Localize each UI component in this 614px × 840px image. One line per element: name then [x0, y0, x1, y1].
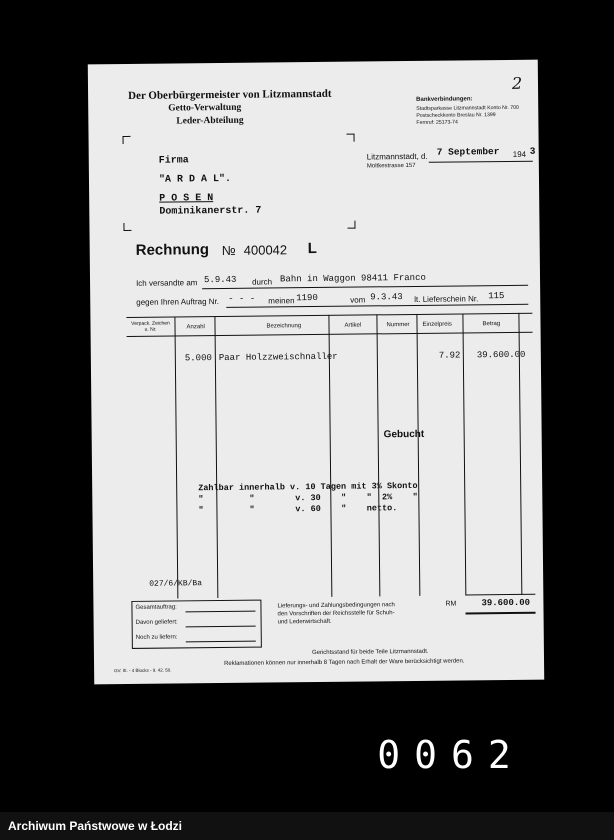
date-year-suffix: 3	[529, 145, 536, 157]
col-rule-2	[214, 316, 218, 598]
via-value: Bahn in Waggon 98411 Franco	[279, 272, 426, 285]
row-einzelpreis: 7.92	[438, 350, 461, 361]
invoice-document	[88, 60, 544, 685]
from-value: 9.3.43	[370, 292, 403, 303]
col-rule-5	[416, 314, 420, 596]
stamp-gebucht: Gebucht	[383, 428, 425, 441]
invoice-number-label: №	[221, 242, 236, 258]
total-currency: RM	[445, 600, 457, 608]
row-bezeichnung: Paar Holzzweischnaller	[218, 351, 338, 364]
letterhead-authority: Der Oberbürgermeister von Litzmannstadt	[128, 87, 332, 102]
row-anzahl: 5.000	[184, 353, 212, 364]
bank-line-2: Postscheckkonto Breslau Nr. 1399	[416, 112, 496, 119]
recipient-street: Dominikanerstr. 7	[159, 205, 262, 218]
letterhead-dept-getto: Getto-Verwaltung	[168, 102, 242, 114]
terms-line-2: " " v. 30 " " 2% "	[198, 491, 418, 505]
invoice-title: Rechnung	[135, 241, 210, 259]
office-street: Moltkestrasse 157	[366, 162, 416, 170]
col-header-einzelpreis: Einzelpreis	[422, 321, 452, 328]
bank-heading: Bankverbindungen:	[416, 96, 473, 103]
place-label: Litzmannstadt, d.	[366, 151, 428, 162]
bank-line-3: Fernruf: 25173-74	[416, 119, 458, 126]
total-rule-bottom	[466, 612, 536, 615]
print-code: GV. III. - 4 Blocks - 9. 42. 50.	[114, 667, 172, 674]
box-label-gesamtauftrag: Gesamtauftrag:	[135, 604, 177, 611]
archive-caption	[0, 812, 614, 840]
slip-label: lt. Lieferschein Nr.	[414, 294, 479, 304]
box-label-geliefert: Davon geliefert:	[135, 619, 178, 626]
recipient-city: P O S E N	[159, 193, 214, 205]
col-rule-6	[462, 313, 466, 595]
recipient-label: Firma	[158, 155, 189, 167]
total-amount: 39.600.00	[481, 597, 531, 609]
window-mark-tr-v	[354, 134, 355, 142]
invoice-number: 400042	[243, 242, 288, 258]
mine-value: 1190	[296, 292, 318, 304]
col-header-verpack: Verpack. Zeichen u. Nr.	[131, 320, 170, 333]
sent-date: 5.9.43	[203, 274, 237, 286]
bank-line-1: Stadtsparkasse Litzmannstadt Konto Nr. 700	[416, 104, 519, 112]
recipient-name: "A R D A L".	[158, 173, 232, 186]
window-mark-tl	[123, 136, 131, 137]
terms-line-3: " " v. 60 " netto.	[198, 503, 398, 516]
box-label-noch: Noch zu liefern:	[135, 634, 178, 641]
window-mark-br-v	[354, 221, 355, 229]
from-label: vom	[350, 295, 366, 305]
mine-label: meinen	[268, 296, 295, 306]
letterhead-dept-leder: Leder-Abteilung	[176, 115, 244, 127]
col-rule-4	[376, 314, 380, 596]
conditions-line-1: Lieferungs- und Zahlungsbedingungen nach	[277, 602, 395, 610]
order-label: gegen Ihren Auftrag Nr.	[136, 297, 220, 307]
col-header-bezeichnung: Bezeichnung	[266, 323, 302, 330]
row-betrag: 39.600.00	[476, 349, 526, 361]
terms-line-1: Zahlbar innerhalb v. 10 Tagen mit 3% Skonto	[198, 480, 418, 494]
col-header-artikel: Artikel	[344, 322, 362, 329]
via-label: durch	[252, 277, 273, 287]
page-mark: 2	[511, 73, 523, 93]
col-header-nummer: Nummer	[386, 322, 410, 329]
window-mark-bl-v	[123, 223, 124, 231]
slip-value: 115	[488, 291, 505, 302]
date-value: 7 September	[436, 146, 500, 158]
order-value: - - -	[228, 293, 256, 304]
film-frame-number: 0062	[288, 714, 614, 796]
date-year-prefix: 194	[512, 149, 527, 159]
col-header-anzahl: Anzahl	[186, 324, 205, 331]
invoice-suffix: L	[307, 239, 317, 258]
jurisdiction-note: Gerichtsstand für beide Teile Litzmannstadt.	[311, 648, 429, 657]
reference-code: 027/6/KB/Ba	[149, 579, 203, 589]
conditions-line-3: und Lederwirtschaft.	[277, 618, 332, 626]
window-mark-bl	[124, 230, 132, 231]
complaints-note: Reklamationen können nur innerhalb 8 Tagen nach Erhalt der Ware berücksichtigt werden.	[224, 658, 465, 667]
sent-label: Ich versandte am	[136, 278, 198, 288]
archive-name: Archiwum Państwowe w Łodzi	[8, 819, 183, 833]
window-mark-tl-v	[123, 136, 124, 144]
sent-line	[202, 285, 528, 289]
total-rule-top	[465, 594, 535, 596]
date-underline	[429, 161, 533, 163]
col-rule-1	[174, 316, 178, 598]
col-header-betrag: Betrag	[482, 321, 501, 328]
conditions-line-2: den Vorschriften der Reichsstelle für Schuh-	[277, 610, 395, 618]
